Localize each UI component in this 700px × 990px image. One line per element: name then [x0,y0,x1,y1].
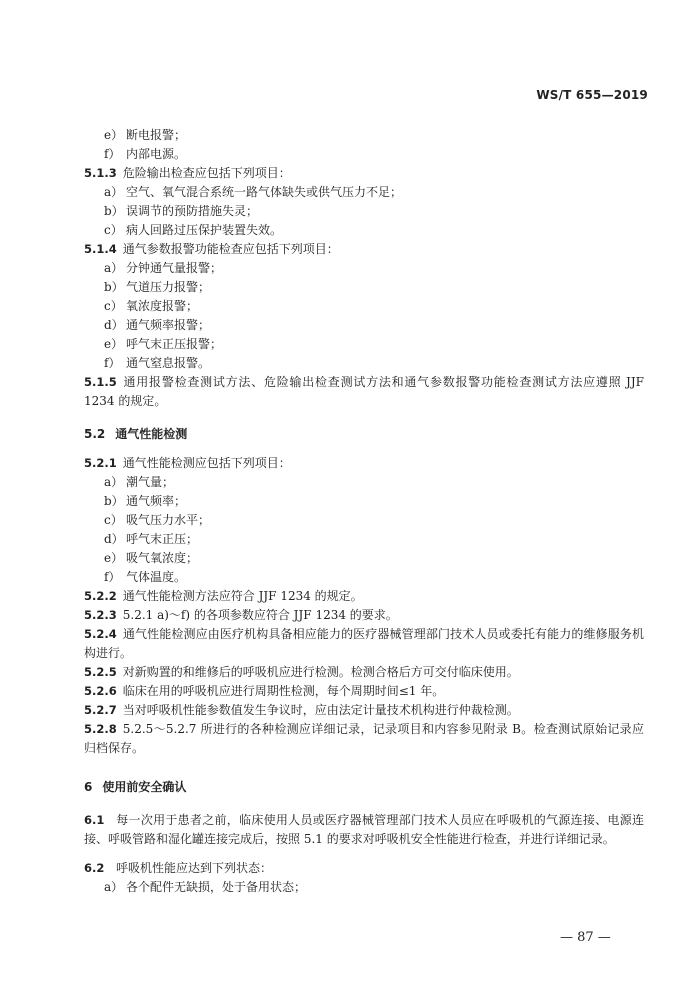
clause-5-1-5: 5.1.5 通用报警检查测试方法、危险输出检查测试方法和通气参数报警功能检查测试方法应遵照 JJF 1234 的规定。 [84,375,644,408]
list-item: f） 气体温度。 [104,570,187,584]
list-item: e） 吸气氧浓度； [104,551,199,565]
clause-5-2-2: 5.2.2 通气性能检测方法应符合 JJF 1234 的规定。 [84,589,363,603]
list-item: c） 氧浓度报警； [104,299,199,313]
list-item: b） 气道压力报警； [104,280,211,294]
list-item: c） 吸气压力水平； [104,513,211,527]
list-item: d） 通气频率报警； [104,318,211,332]
list-item: a） 潮气量； [104,475,175,489]
standard-code: WS/T 655—2019 [536,88,648,102]
section-heading-5-2: 5.2 通气性能检测 [84,427,188,441]
section-heading-6: 6 使用前安全确认 [84,780,187,794]
list-item: e） 断电报警； [104,128,187,142]
clause-5-2-7: 5.2.7 当对呼吸机性能参数值发生争议时，应由法定计量技术机构进行仲裁检测。 [84,703,519,717]
document-body [84,126,644,897]
list-item: f） 通气窒息报警。 [104,356,211,370]
list-item: a） 空气、氧气混合系统一路气体缺失或供气压力不足； [104,185,403,199]
clause-5-2-3: 5.2.3 5.2.1 a)～f) 的各项参数应符合 JJF 1234 的要求。 [84,608,398,622]
list-item: b） 通气频率； [104,494,187,508]
page-number: — 87 — [560,930,611,945]
clause-6-1: 6.1 每一次用于患者之前，临床使用人员或医疗器械管理部门技术人员应在呼吸机的气源连接、电源连接、呼吸管路和湿化罐连接完成后，按照 5.1 的要求对呼吸机安全性能进行检查，并进行详细记录。 [84,813,644,846]
list-item: e） 呼气末正压报警； [104,337,223,351]
clause-5-1-3: 5.1.3 危险输出检查应包括下列项目： [84,166,291,180]
clause-5-2-5: 5.2.5 对新购置的和维修后的呼吸机应进行检测。检测合格后方可交付临床使用。 [84,665,519,679]
clause-5-1-4: 5.1.4 通气参数报警功能检查应包括下列项目： [84,242,339,256]
list-item: d） 呼气末正压； [104,532,199,546]
clause-5-2-6: 5.2.6 临床在用的呼吸机应进行周期性检测，每个周期时间≤1 年。 [84,684,445,698]
list-item: c） 病人回路过压保护装置失效。 [104,223,283,237]
list-item: a） 分钟通气量报警； [104,261,223,275]
clause-5-2-1: 5.2.1 通气性能检测应包括下列项目： [84,456,291,470]
list-item: f） 内部电源。 [104,147,187,161]
list-item: a） 各个配件无缺损，处于备用状态； [104,880,307,894]
clause-6-2: 6.2 呼吸机性能应达到下列状态： [84,861,273,875]
clause-5-2-4: 5.2.4 通气性能检测应由医疗机构具备相应能力的医疗器械管理部门技术人员或委托有能力的维修服务机构进行。 [84,627,644,660]
list-item: b） 误调节的预防措施失灵； [104,204,259,218]
clause-5-2-8: 5.2.8 5.2.5～5.2.7 所进行的各种检测应详细记录，记录项目和内容参见附录 B。检查测试原始记录应归档保存。 [84,722,644,755]
